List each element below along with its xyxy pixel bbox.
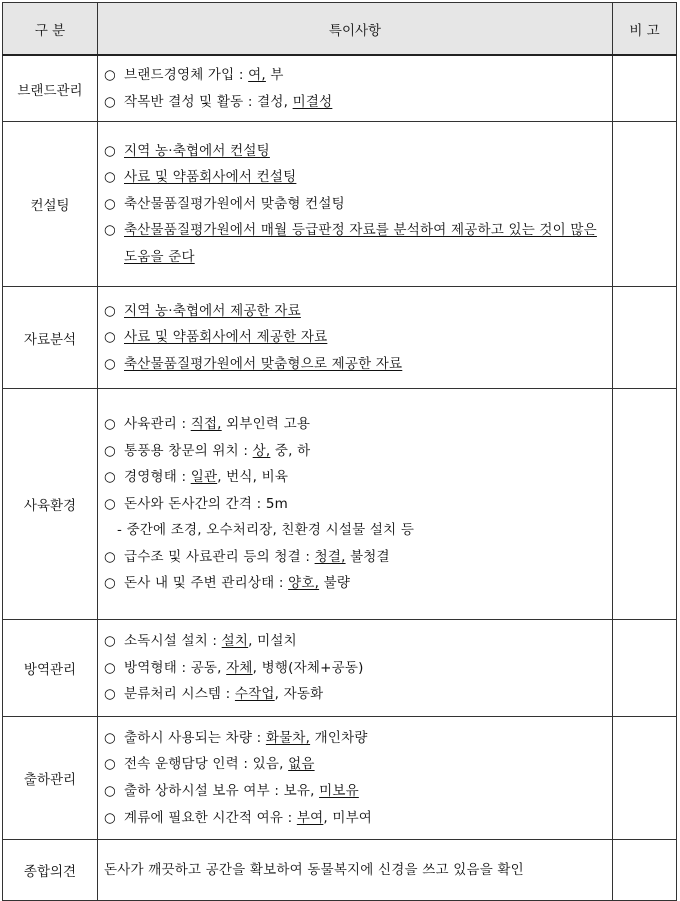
remarks-cell xyxy=(613,122,677,287)
circle-bullet-icon: ○ xyxy=(104,355,116,372)
circle-bullet-icon: ○ xyxy=(104,659,116,676)
circle-bullet-icon: ○ xyxy=(104,575,116,592)
detail-text-segment: 돈사와 돈사간의 간격 : 5m xyxy=(124,495,289,512)
detail-text xyxy=(124,217,612,270)
detail-text xyxy=(124,681,323,708)
detail-text-segment: 작목반 결성 및 활동 : 결성, xyxy=(124,93,293,110)
detail-text-segment: 사육관리 : xyxy=(124,415,191,432)
remarks-cell xyxy=(613,620,677,717)
selected-option-text: 부여 xyxy=(296,809,324,826)
detail-line xyxy=(104,628,612,655)
circle-bullet-icon: ○ xyxy=(104,302,116,319)
detail-text xyxy=(124,570,350,597)
category-cell: 출하관리 xyxy=(3,717,98,840)
detail-text xyxy=(124,751,315,778)
detail-line xyxy=(104,191,612,218)
detail-text-segment: 분류처리 시스템 : xyxy=(124,686,235,703)
selected-option-text: 화물차, xyxy=(265,729,311,746)
detail-text-segment: 외부인력 고용 xyxy=(221,415,311,432)
detail-text-segment: , 미설치 xyxy=(248,633,297,650)
circle-bullet-icon: ○ xyxy=(104,329,116,346)
circle-bullet-icon: ○ xyxy=(104,633,116,650)
selected-option-text: 상, xyxy=(252,442,271,459)
detail-line xyxy=(104,351,612,378)
detail-line xyxy=(104,778,612,805)
selected-option-text: 양호, xyxy=(288,575,320,592)
table-row-brand-management xyxy=(3,55,677,122)
selected-option-text: 청결, xyxy=(314,548,346,565)
detail-text xyxy=(124,628,297,655)
selected-option-text: 사료 및 약품회사에서 컨설팅 xyxy=(124,169,297,186)
circle-bullet-icon: ○ xyxy=(104,783,116,799)
category-cell: 사육환경 xyxy=(3,389,98,620)
header-category: 구 분 xyxy=(3,3,98,56)
circle-bullet-icon: ○ xyxy=(104,469,116,486)
selected-option-text: 미보유 xyxy=(319,783,359,799)
table-row-shipping-management xyxy=(3,717,677,840)
detail-text xyxy=(124,438,310,465)
detail-line xyxy=(104,751,612,778)
detail-text-segment: 불청결 xyxy=(345,548,390,565)
selected-option-text: 지역 농·축협에서 컨설팅 xyxy=(124,142,270,159)
detail-line xyxy=(104,725,612,752)
remarks-cell xyxy=(613,55,677,122)
details-cell xyxy=(98,287,613,389)
table-row-breeding-environment xyxy=(3,389,677,620)
circle-bullet-icon: ○ xyxy=(104,756,116,773)
detail-line xyxy=(104,298,612,325)
remarks-cell xyxy=(613,287,677,389)
detail-text xyxy=(124,62,284,89)
detail-text-segment: 급수조 및 사료관리 등의 청결 : xyxy=(124,548,315,565)
detail-text-segment: 돈사가 깨끗하고 공간을 확보하여 동물복지에 신경을 쓰고 있음을 확인 xyxy=(104,861,524,878)
detail-line xyxy=(104,138,612,165)
detail-text-segment: 중, 하 xyxy=(270,442,311,459)
circle-bullet-icon: ○ xyxy=(104,195,116,212)
detail-line xyxy=(104,655,612,682)
category-cell: 방역관리 xyxy=(3,620,98,717)
circle-bullet-icon: ○ xyxy=(104,66,116,83)
selected-option-text: 지역 농·축협에서 제공한 자료 xyxy=(124,302,301,319)
detail-text-segment: 통풍용 창문의 위치 : xyxy=(124,442,253,459)
table-row-consulting xyxy=(3,122,677,287)
detail-text-segment: 불량 xyxy=(319,575,351,592)
details-cell xyxy=(98,389,613,620)
detail-text xyxy=(124,778,359,805)
detail-text-segment: 출하시 사용되는 차량 : xyxy=(124,729,266,746)
table-row-disease-prevention xyxy=(3,620,677,717)
detail-text-segment: 돈사 내 및 주변 관리상태 : xyxy=(124,575,289,592)
selected-option-text: 수작업 xyxy=(234,686,275,703)
detail-text xyxy=(104,857,524,884)
circle-bullet-icon: ○ xyxy=(104,729,116,746)
detail-line xyxy=(104,517,612,544)
table-body xyxy=(3,55,677,901)
detail-text xyxy=(124,805,372,832)
detail-text-segment: , 병행(자체+공동) xyxy=(252,659,364,676)
circle-bullet-icon: ○ xyxy=(104,142,116,159)
detail-line xyxy=(104,438,612,465)
detail-line xyxy=(104,857,612,884)
details-cell xyxy=(98,55,613,122)
remarks-cell xyxy=(613,389,677,620)
circle-bullet-icon: ○ xyxy=(104,169,116,186)
detail-text-segment: 경영형태 : xyxy=(124,469,191,486)
detail-text-segment: 방역형태 : 공동, xyxy=(124,659,227,676)
circle-bullet-icon: ○ xyxy=(104,415,116,432)
detail-text xyxy=(117,517,414,544)
detail-line xyxy=(104,324,612,351)
detail-text-segment: 개인차량 xyxy=(310,729,368,746)
detail-line xyxy=(104,464,612,491)
category-cell: 자료분석 xyxy=(3,287,98,389)
detail-text xyxy=(124,464,288,491)
detail-text-segment: 축산물품질평가원에서 맞춤형 컨설팅 xyxy=(124,195,345,212)
detail-line xyxy=(104,89,612,116)
category-cell: 컨설팅 xyxy=(3,122,98,287)
selected-option-text: 설치 xyxy=(221,633,249,650)
detail-line xyxy=(104,681,612,708)
selected-option-text: 여, xyxy=(248,66,266,83)
detail-text xyxy=(124,191,345,218)
detail-text-segment: , 미부여 xyxy=(323,809,373,826)
detail-line xyxy=(104,805,612,832)
detail-line xyxy=(104,491,612,518)
detail-text xyxy=(124,544,390,571)
circle-bullet-icon: ○ xyxy=(104,809,116,826)
detail-text xyxy=(124,89,332,116)
inspection-table xyxy=(2,2,677,901)
details-cell xyxy=(98,840,613,901)
selected-option-text: 미결성 xyxy=(292,93,333,110)
table-row-overall-opinion xyxy=(3,840,677,901)
selected-option-text: 일관 xyxy=(190,469,218,486)
header-remarks: 비 고 xyxy=(613,3,677,56)
detail-text-segment: 소독시설 설치 : xyxy=(124,633,222,650)
selected-option-text: 직접, xyxy=(190,415,222,432)
detail-line xyxy=(104,411,612,438)
selected-option-text: 자체 xyxy=(226,659,253,676)
detail-text-segment: , 자동화 xyxy=(274,686,324,703)
detail-line xyxy=(104,544,612,571)
category-cell: 종합의견 xyxy=(3,840,98,901)
circle-bullet-icon: ○ xyxy=(104,222,116,239)
header-details: 특이사항 xyxy=(98,3,613,56)
remarks-cell xyxy=(613,717,677,840)
selected-option-text: 축산물품질평가원에서 매월 등급판정 자료를 분석하여 제공하고 있는 것이 많은 도움을 준다 xyxy=(124,222,597,265)
detail-line xyxy=(104,62,612,89)
detail-text-segment: , 번식, 비육 xyxy=(217,469,289,486)
table-row-data-analysis xyxy=(3,287,677,389)
detail-text xyxy=(124,324,327,351)
details-cell xyxy=(98,717,613,840)
selected-option-text: 없음 xyxy=(288,756,315,773)
selected-option-text: 사료 및 약품회사에서 제공한 자료 xyxy=(124,329,328,346)
detail-text-segment: 전속 운행담당 인력 : 있음, xyxy=(124,756,289,773)
detail-text-segment: 부 xyxy=(265,66,284,83)
detail-text xyxy=(124,164,296,191)
detail-text xyxy=(124,411,310,438)
detail-text-segment: 계류에 필요한 시간적 여유 : xyxy=(124,809,297,826)
detail-line xyxy=(104,570,612,597)
detail-text-segment: - 중간에 조경, 오수처리장, 친환경 시설물 설치 등 xyxy=(117,522,415,539)
selected-option-text: 축산물품질평가원에서 맞춤형으로 제공한 자료 xyxy=(124,355,403,372)
details-cell xyxy=(98,620,613,717)
detail-line xyxy=(104,217,612,270)
detail-text xyxy=(124,725,368,752)
remarks-cell xyxy=(613,840,677,901)
detail-text xyxy=(124,298,301,325)
circle-bullet-icon: ○ xyxy=(104,548,116,565)
category-cell: 브랜드관리 xyxy=(3,55,98,122)
detail-text xyxy=(124,351,402,378)
circle-bullet-icon: ○ xyxy=(104,442,116,459)
details-cell xyxy=(98,122,613,287)
circle-bullet-icon: ○ xyxy=(104,495,116,512)
header-row xyxy=(3,3,677,56)
circle-bullet-icon: ○ xyxy=(104,93,116,110)
detail-text-segment: 브랜드경영체 가입 : xyxy=(124,66,249,83)
circle-bullet-icon: ○ xyxy=(104,686,116,703)
detail-text-segment: 출하 상하시설 보유 여부 : 보유, xyxy=(124,783,320,799)
detail-line xyxy=(104,164,612,191)
detail-text xyxy=(124,655,364,682)
detail-text xyxy=(124,138,270,165)
detail-text xyxy=(124,491,288,518)
